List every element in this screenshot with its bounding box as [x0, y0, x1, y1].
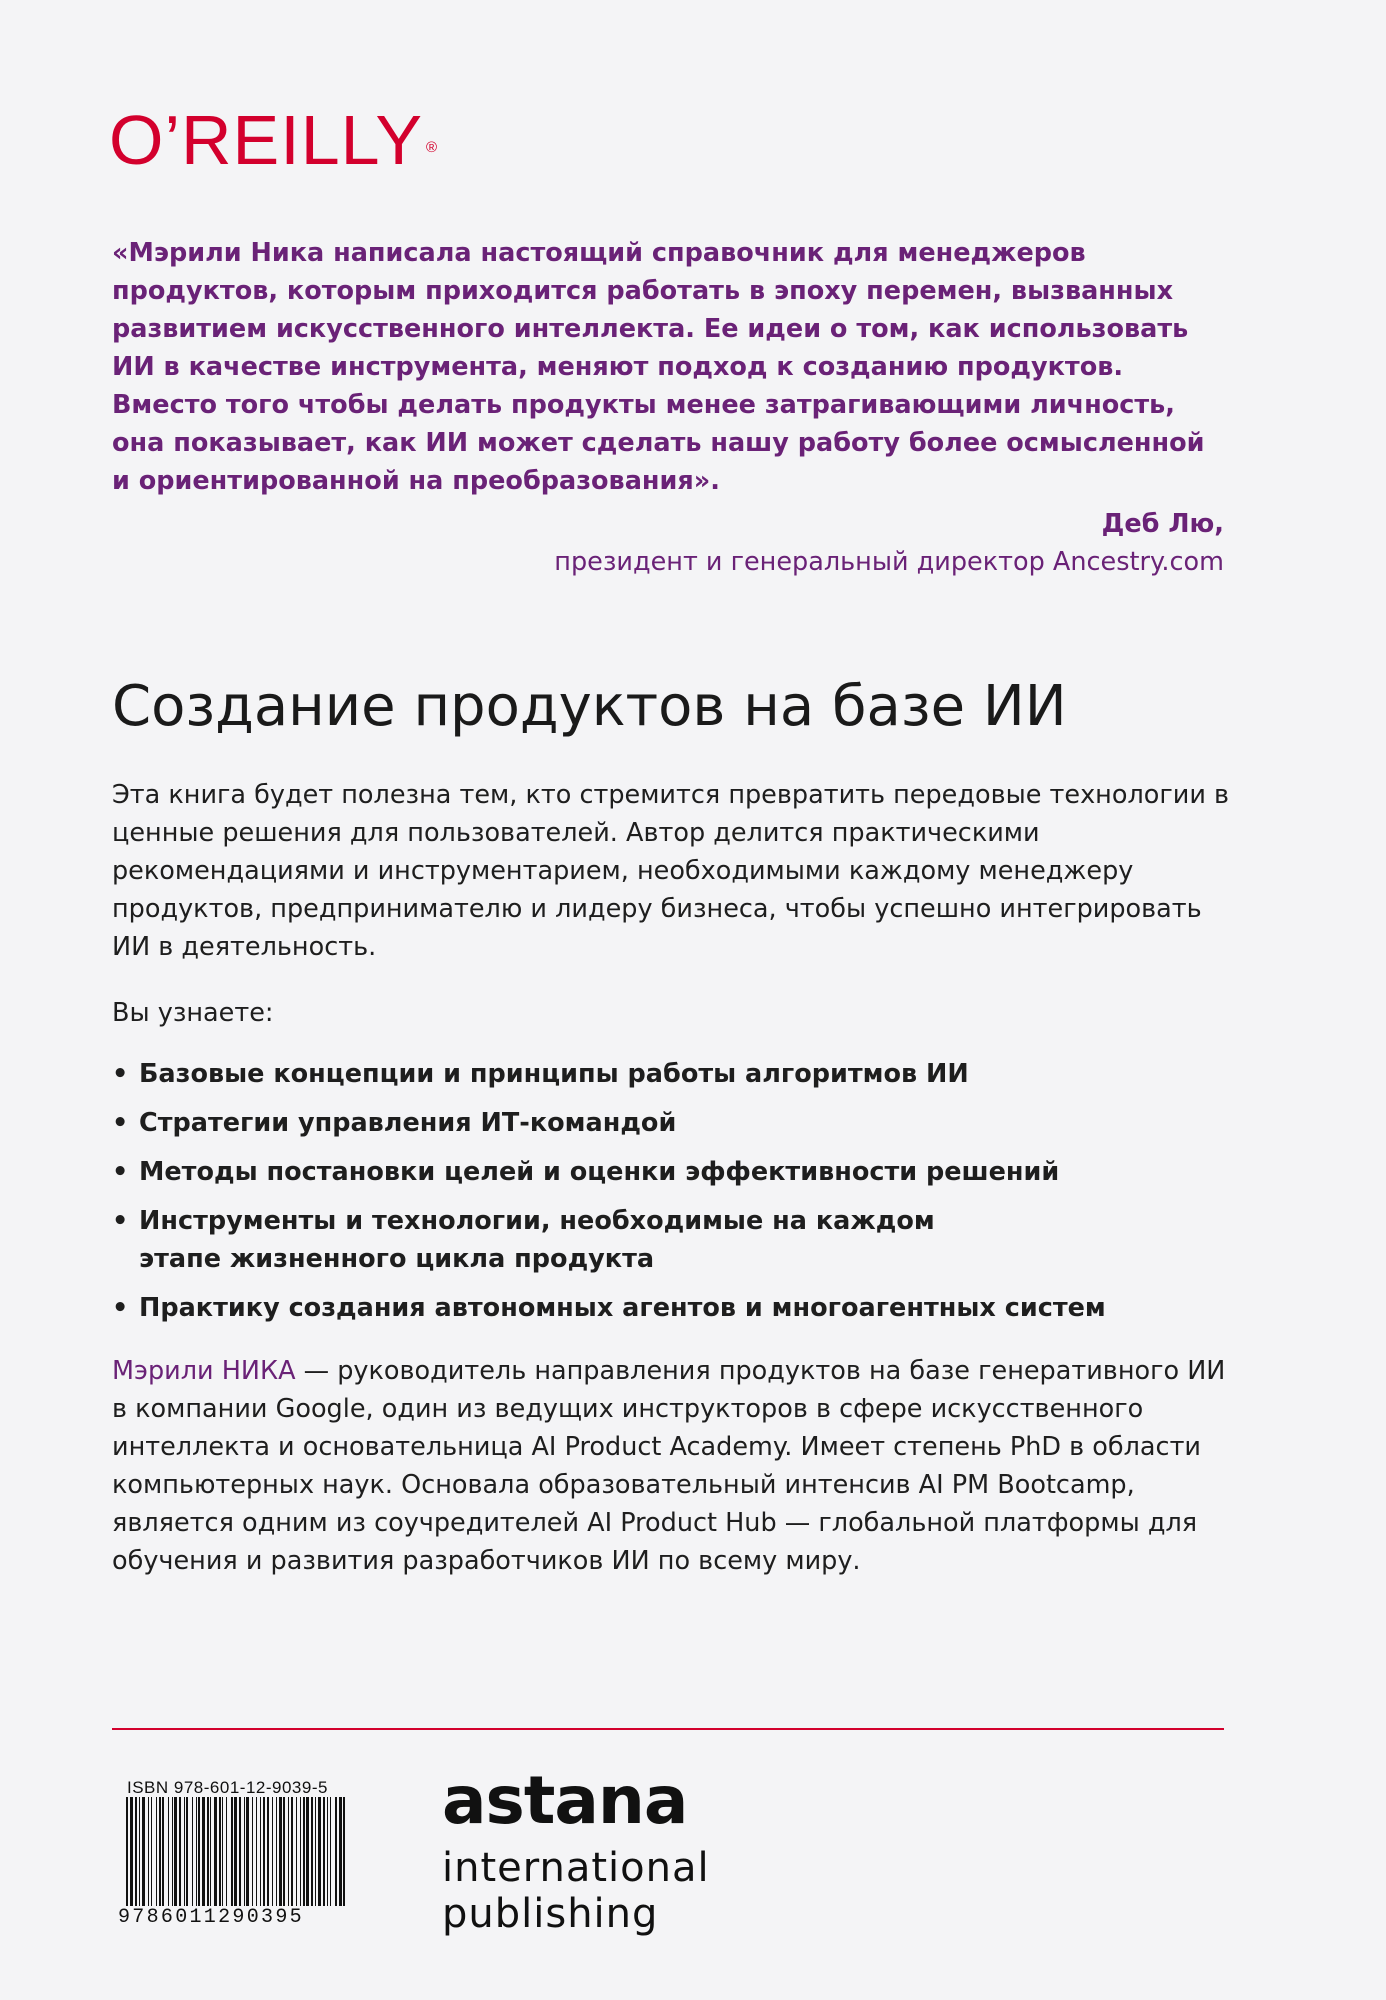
publisher-imprint-line1: international: [442, 1845, 710, 1891]
isbn-label: ISBN 978-601-12-9039-5: [127, 1778, 328, 1797]
barcode-bar: [343, 1797, 345, 1917]
oreilly-logo: [109, 102, 438, 178]
bullet-icon: •: [112, 1108, 129, 1138]
barcode-bar: [231, 1797, 233, 1917]
barcode-bar: [186, 1797, 188, 1917]
quote-author-role: президент и генеральный директор Ancestry.com: [554, 547, 1224, 577]
barcode-bar: [246, 1797, 249, 1917]
barcode-bar: [318, 1797, 321, 1917]
barcode-bar: [335, 1797, 337, 1917]
barcode-bar: [202, 1797, 205, 1917]
barcode-bar: [159, 1797, 161, 1917]
barcode-bar: [192, 1797, 193, 1917]
publisher-imprint-line2: publishing: [442, 1891, 659, 1937]
barcode-bar: [272, 1797, 273, 1917]
author-name: Мэрили НИКА: [112, 1356, 296, 1386]
barcode-bar: [174, 1797, 177, 1917]
list-item-text: Стратегии управления ИТ-командой: [139, 1108, 677, 1138]
barcode-bar: [172, 1797, 173, 1917]
barcode-bar: [263, 1797, 265, 1917]
quote-text: «Мэрили Ника написала настоящий справочник для менеджеров продуктов, которым приходится работать в эпоху перемен, вызванных развитием искусственного интеллекта. Ее идеи о том, как использовать ИИ в качестве инструмента, меняют подход к созданию продуктов. Вместо того чтобы делать продукты менее затрагивающими личность, она показывает, как ИИ может сделать нашу работу более осмысленной и ориентированной на преобразования».: [112, 238, 1205, 496]
barcode-bar: [296, 1797, 297, 1917]
barcode-bar: [279, 1797, 282, 1917]
bullet-icon: •: [112, 1206, 129, 1236]
barcode-bar: [323, 1797, 325, 1917]
barcode-bar: [148, 1797, 149, 1917]
isbn-digits: 9786011290395: [118, 1906, 348, 1929]
learn-list: [112, 1055, 1232, 1338]
barcode-bar: [162, 1797, 164, 1917]
bullet-icon: •: [112, 1293, 129, 1323]
barcode-bar: [139, 1797, 140, 1917]
learn-heading: Вы узнаете:: [112, 998, 274, 1028]
barcode-bar: [267, 1797, 269, 1917]
list-item: [112, 1202, 1019, 1278]
barcode-bar: [291, 1797, 293, 1917]
list-item: [112, 1104, 1232, 1142]
list-item: [112, 1153, 1232, 1191]
barcode-bar: [226, 1797, 227, 1917]
barcode-bar: [239, 1797, 241, 1917]
list-item-text: Инструменты и технологии, необходимые на каждом этапе жизненного цикла продукта: [139, 1206, 935, 1274]
barcode-bar: [234, 1797, 237, 1917]
barcode-bar: [276, 1797, 277, 1917]
barcode-bar: [339, 1797, 342, 1917]
barcode-bar: [142, 1797, 145, 1917]
barcode-bar: [179, 1797, 181, 1917]
publisher-imprint-mark: astana: [442, 1762, 688, 1839]
barcode-bar: [126, 1797, 128, 1917]
barcode-bar: [256, 1797, 257, 1917]
barcode-bar: [252, 1797, 253, 1917]
endorsement-quote: [112, 234, 1222, 500]
list-item-text: Практику создания автономных агентов и многоагентных систем: [139, 1293, 1106, 1323]
barcode-bar: [283, 1797, 285, 1917]
barcode-bar: [330, 1797, 331, 1917]
barcode-icon: [124, 1797, 348, 1917]
barcode-bar: [156, 1797, 157, 1917]
list-item: [112, 1055, 1232, 1093]
registered-mark: ®: [426, 139, 439, 156]
book-description: Эта книга будет полезна тем, кто стремится превратить передовые технологии в ценные решения для пользователей. Автор делится практическими рекомендациями и инструментарием, необходимыми каждому менеджеру продуктов, предпринимателю и лидеру бизнеса, чтобы успешно интегрировать ИИ в деятельность.: [112, 780, 1230, 962]
barcode-bar: [288, 1797, 289, 1917]
barcode-bar: [207, 1797, 209, 1917]
barcode-bar: [260, 1797, 261, 1917]
barcode-bar: [300, 1797, 301, 1917]
barcode-bar: [306, 1797, 309, 1917]
barcode-bar: [315, 1797, 316, 1917]
barcode-bar: [130, 1797, 133, 1917]
quote-author: Деб Лю,: [1101, 509, 1224, 539]
barcode-bar: [244, 1797, 245, 1917]
barcode-bar: [184, 1797, 185, 1917]
barcode-bar: [311, 1797, 313, 1917]
barcode-bar: [196, 1797, 197, 1917]
barcode-bar: [198, 1797, 200, 1917]
list-item-text: Методы постановки целей и оценки эффективности решений: [139, 1157, 1060, 1187]
barcode-bar: [219, 1797, 221, 1917]
author-bio-text: — руководитель направления продуктов на базе генеративного ИИ в компании Google, один из ведущих инструкторов в сфере искусственного интеллекта и основательница AI Product Academy. Имеет степень PhD в области компьютерных наук. Основала образовательный интенсив AI PM Bootcamp, является одним из соучредителей AI Product Hub — глобальной платформы для обучения и развития разработчиков ИИ по всему миру.: [112, 1356, 1226, 1576]
barcode-bar: [303, 1797, 305, 1917]
list-item-text: Базовые концепции и принципы работы алгоритмов ИИ: [139, 1059, 969, 1089]
barcode-bar: [222, 1797, 223, 1917]
barcode-bar: [210, 1797, 211, 1917]
barcode-bar: [151, 1797, 152, 1917]
barcode-bar: [135, 1797, 137, 1917]
barcode-bar: [168, 1797, 169, 1917]
book-title: Создание продуктов на базе ИИ: [112, 674, 1067, 739]
quote-attribution: [554, 505, 1224, 581]
bullet-icon: •: [112, 1157, 129, 1187]
oreilly-logo-text: O’REILLY: [109, 101, 424, 179]
barcode-bar: [327, 1797, 328, 1917]
bullet-icon: •: [112, 1059, 129, 1089]
barcode-bar: [214, 1797, 217, 1917]
list-item: [112, 1289, 1232, 1327]
divider-line: [112, 1728, 1224, 1730]
author-bio: [112, 1352, 1232, 1580]
